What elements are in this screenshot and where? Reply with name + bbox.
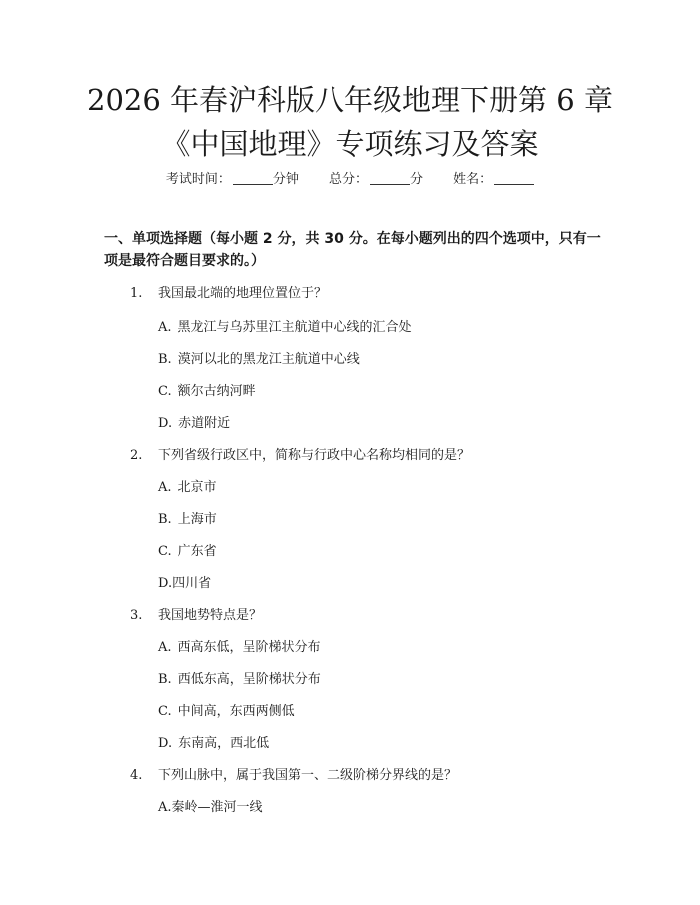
option-letter: C.	[158, 384, 172, 399]
option-letter: A.	[158, 800, 172, 815]
section-heading: 一、单项选择题（每小题 2 分，共 30 分。在每小题列出的四个选项中，只有一项是最符合题目要求的。）	[104, 231, 601, 269]
question-4	[130, 764, 457, 783]
option-text: 黑龙江与乌苏里江主航道中心线的汇合处	[177, 320, 412, 335]
question-text: 我国地势特点是？	[158, 608, 263, 623]
option-letter: A.	[158, 320, 172, 335]
option-text: 西低东高，呈阶梯状分布	[177, 672, 321, 687]
total-score-blank	[370, 172, 410, 185]
option-text: 赤道附近	[178, 416, 231, 431]
student-name-blank	[494, 172, 534, 185]
option	[158, 316, 412, 335]
option-text: 中间高，东西两侧低	[177, 704, 295, 719]
option-letter: B.	[158, 672, 172, 687]
option	[158, 508, 217, 527]
question-text: 下列省级行政区中，简称与行政中心名称均相同的是？	[158, 448, 471, 463]
option	[158, 636, 321, 655]
option	[158, 700, 295, 719]
option-letter: C.	[158, 704, 172, 719]
question-number: 2.	[130, 448, 143, 463]
total-score-unit: 分	[410, 172, 424, 187]
exam-time-blank	[233, 172, 273, 185]
option	[158, 668, 321, 687]
option	[158, 732, 269, 751]
option	[158, 572, 211, 591]
student-name-group	[453, 172, 534, 187]
question-text: 下列山脉中，属于我国第一、二级阶梯分界线的是？	[158, 768, 458, 783]
exam-meta-line	[0, 168, 700, 187]
option	[158, 412, 230, 431]
exam-time-label: 考试时间：	[165, 172, 231, 187]
option	[158, 380, 256, 399]
option	[158, 796, 263, 815]
option-letter: A.	[158, 640, 172, 655]
option-letter: C.	[158, 544, 172, 559]
option-text: 西高东低，呈阶梯状分布	[177, 640, 321, 655]
document-title: 2026 年春沪科版八年级地理下册第 6 章《中国地理》专项练习及答案	[87, 83, 613, 161]
option-text: 额尔古纳河畔	[177, 384, 256, 399]
question-number: 1.	[130, 286, 143, 301]
question-text: 我国最北端的地理位置位于？	[158, 286, 328, 301]
option-letter: D.	[158, 736, 173, 751]
question-1	[130, 282, 327, 301]
question-number: 3.	[130, 608, 143, 623]
exam-time-unit: 分钟	[272, 172, 299, 187]
option-letter: D.	[158, 576, 173, 591]
question-3	[130, 604, 262, 623]
total-score-group	[329, 172, 427, 187]
option-letter: B.	[158, 352, 172, 367]
option-text: 北京市	[177, 480, 217, 495]
option-text: 秦岭—淮河一线	[171, 800, 263, 815]
option-letter: A.	[158, 480, 172, 495]
option	[158, 476, 217, 495]
option-text: 四川省	[172, 576, 212, 591]
question-number: 4.	[130, 768, 143, 783]
student-name-label: 姓名：	[453, 172, 493, 187]
option-text: 东南高，西北低	[178, 736, 270, 751]
option-text: 漠河以北的黑龙江主航道中心线	[177, 352, 360, 367]
exam-time-group	[166, 172, 303, 187]
option-text: 上海市	[177, 512, 217, 527]
option-text: 广东省	[177, 544, 217, 559]
total-score-label: 总分：	[328, 172, 368, 187]
option-letter: D.	[158, 416, 173, 431]
option	[158, 540, 217, 559]
question-2	[130, 444, 470, 463]
option-letter: B.	[158, 512, 172, 527]
option	[158, 348, 360, 367]
